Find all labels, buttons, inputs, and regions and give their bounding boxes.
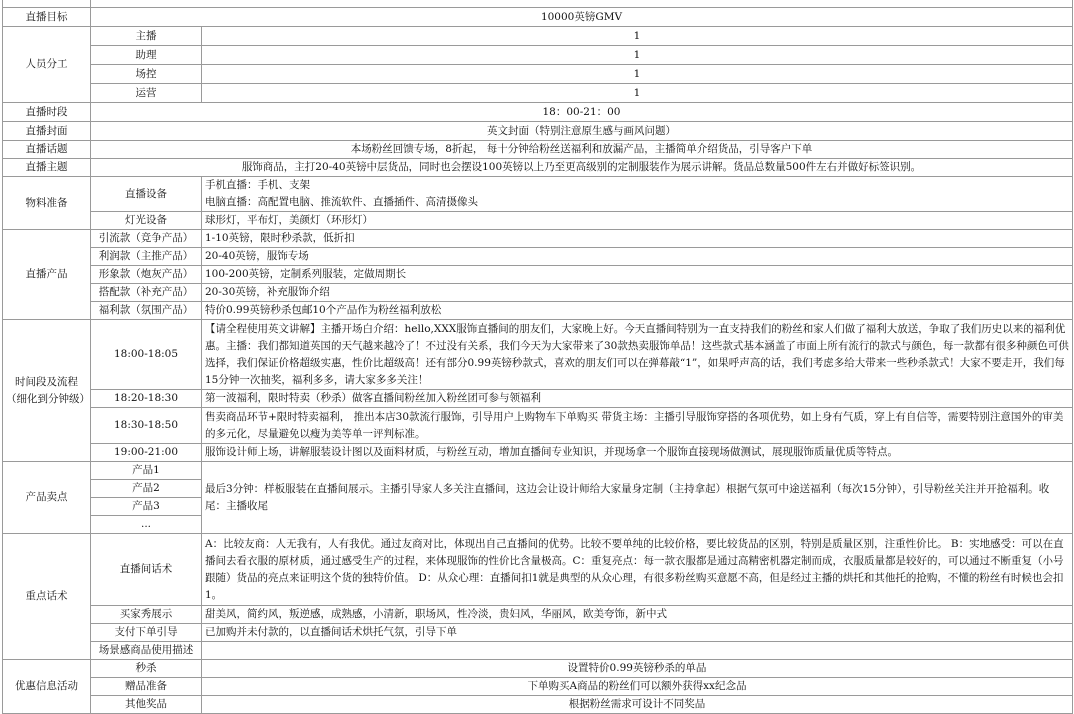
staff-count: 1	[202, 84, 1073, 103]
theme-label: 直播主题	[3, 159, 91, 177]
staff-count: 1	[202, 65, 1073, 84]
staff-row	[3, 27, 1073, 46]
script-type: 直播间话术	[91, 534, 202, 606]
flow-label: 时间段及流程（细化到分钟级）	[3, 320, 91, 462]
product-desc: 20-40英镑，服饰专场	[202, 248, 1073, 266]
theme-row	[3, 159, 1073, 177]
product-type: 搭配款（补充产品）	[91, 284, 202, 302]
product-row	[3, 248, 1073, 266]
promotion-desc: 根据粉丝需求可设计不同奖品	[202, 696, 1073, 714]
equipment-line-pc: 电脑直播：高配置电脑、推流软件、直播插件、高清摄像头	[205, 196, 478, 208]
goal-row	[3, 8, 1073, 27]
script-desc: 已加购并未付款的，以直播间话术烘托气氛，引导下单	[202, 624, 1073, 642]
materials-equipment-row	[3, 177, 1073, 212]
script-type: 买家秀展示	[91, 606, 202, 624]
equipment-line-phone: 手机直播：手机、支架	[205, 179, 310, 191]
time-slot-label: 直播时段	[3, 103, 91, 122]
lighting-label: 灯光设备	[91, 212, 202, 230]
product-row	[3, 284, 1073, 302]
script-desc: A：比较友商：人无我有，人有我优。通过友商对比，体现出自己直播间的优势。比较不要单纯的比较价格，要比较货品的区别，特别是质量区别，注重性价比。 B：实地感受：可以在直播间去看衣服的原材质，通过感受生产的过程，来体现服饰的性价比含量极高。C：重复亮点：每一款衣服都是通过高精密机器定制而成，衣服质量都是较好的，可以通过不断重复（小号跟随）货品的亮点来证明这个货的独特价值。 D：从众心理：直播间扣1就是典型的从众心理，有很多粉丝购买意愿不高，但是经过主播的烘托和其他托的抢购，不懂的粉丝有时候也会扣1。	[202, 534, 1073, 606]
materials-label: 物料准备	[3, 177, 91, 230]
flow-desc: 服饰设计师上场，讲解服装设计图以及面料材质，与粉丝互动，增加直播间专业知识，并现场拿一个服饰直接现场做测试，展现服饰质量优质等特点。	[202, 444, 1073, 462]
product-desc: 20-30英镑，补充服饰介绍	[202, 284, 1073, 302]
selling-point-item: 产品2	[91, 480, 202, 498]
promotions-label: 优惠信息活动	[3, 660, 91, 714]
live-stream-plan-table	[2, 0, 1073, 714]
promotion-desc: 设置特价0.99英镑秒杀的单品	[202, 660, 1073, 678]
flow-time: 18:20-18:30	[91, 390, 202, 408]
staff-count: 1	[202, 46, 1073, 65]
staff-role: 运营	[91, 84, 202, 103]
goal-label: 直播目标	[3, 8, 91, 27]
product-desc: 1-10英镑，限时秒杀款，低折扣	[202, 230, 1073, 248]
selling-points-label: 产品卖点	[3, 462, 91, 534]
topic-value: 本场粉丝回馈专场，8折起， 每十分钟给粉丝送福利和放漏产品，主播简单介绍货品，引导客户下单	[91, 141, 1073, 159]
promotion-row	[3, 660, 1073, 678]
flow-row	[3, 390, 1073, 408]
top-partial-row	[3, 0, 1073, 8]
product-desc: 特价0.99英镑秒杀包邮10个产品作为粉丝福利放松	[202, 302, 1073, 320]
staff-count: 1	[202, 27, 1073, 46]
scripts-label: 重点话术	[3, 534, 91, 660]
flow-time: 19:00-21:00	[91, 444, 202, 462]
product-desc: 100-200英镑，定制系列服装，定做周期长	[202, 266, 1073, 284]
selling-point-item: 产品1	[91, 462, 202, 480]
promotion-desc: 下单购买A商品的粉丝们可以额外获得xx纪念品	[202, 678, 1073, 696]
topic-row	[3, 141, 1073, 159]
staff-row	[3, 46, 1073, 65]
script-row	[3, 606, 1073, 624]
script-desc: 甜美风，简约风，叛逆感，成熟感，小清新，职场风，性冷淡，贵妇风，华丽风，欧美夸饰，新中式	[202, 606, 1073, 624]
promotion-row	[3, 678, 1073, 696]
flow-desc: 第一波福利，限时特卖（秒杀）做客直播间粉丝加入粉丝团可参与领福利	[202, 390, 1073, 408]
lighting-value: 球形灯，平布灯，美颜灯（环形灯）	[202, 212, 1073, 230]
promotion-type: 其他奖品	[91, 696, 202, 714]
product-row	[3, 266, 1073, 284]
selling-point-row	[3, 462, 1073, 480]
equipment-value	[202, 177, 1073, 212]
staff-label: 人员分工	[3, 27, 91, 103]
time-slot-value: 18：00-21：00	[91, 103, 1073, 122]
materials-lighting-row	[3, 212, 1073, 230]
promotion-row	[3, 696, 1073, 714]
script-row	[3, 534, 1073, 606]
script-type: 支付下单引导	[91, 624, 202, 642]
staff-role: 场控	[91, 65, 202, 84]
selling-points-desc: 最后3分钟：样板服装在直播间展示。主播引导家人多关注直播间，这边会让设计师给大家量身定制（主持拿起）根据气氛可中途送福利（每次15分钟），引导粉丝关注并开抢福利。收尾：主播收尾	[202, 462, 1073, 534]
script-desc	[202, 642, 1073, 660]
script-type: 场景感商品使用描述	[91, 642, 202, 660]
cover-row	[3, 122, 1073, 141]
product-type: 利润款（主推产品）	[91, 248, 202, 266]
product-row	[3, 230, 1073, 248]
time-slot-row	[3, 103, 1073, 122]
staff-role: 助理	[91, 46, 202, 65]
staff-row	[3, 84, 1073, 103]
topic-label: 直播话题	[3, 141, 91, 159]
script-row	[3, 642, 1073, 660]
flow-row	[3, 408, 1073, 444]
flow-time: 18:00-18:05	[91, 320, 202, 390]
equipment-label: 直播设备	[91, 177, 202, 212]
flow-time: 18:30-18:50	[91, 408, 202, 444]
selling-point-item: ...	[91, 516, 202, 534]
selling-point-item: 产品3	[91, 498, 202, 516]
cover-label: 直播封面	[3, 122, 91, 141]
promotion-type: 秒杀	[91, 660, 202, 678]
script-row	[3, 624, 1073, 642]
flow-row	[3, 320, 1073, 390]
products-label: 直播产品	[3, 230, 91, 320]
flow-row	[3, 444, 1073, 462]
theme-value: 服饰商品，主打20-40英镑中层货品，同时也会摆设100英镑以上乃至更高级别的定制服装作为展示讲解。货品总数量500件左右并做好标签识别。	[91, 159, 1073, 177]
flow-desc: 售卖商品环节+限时特卖福利， 推出本店30款流行服饰，引导用户上购物车下单购买 带货主场：主播引导服饰穿搭的各项优势，如上身有气质，穿上有自信等，需要特别注意国外的审美的多元化，尽量避免以瘦为美等单一评判标准。	[202, 408, 1073, 444]
goal-value: 10000英镑GMV	[91, 8, 1073, 27]
product-type: 福利款（氛围产品）	[91, 302, 202, 320]
staff-role: 主播	[91, 27, 202, 46]
product-type: 引流款（竞争产品）	[91, 230, 202, 248]
promotion-type: 赠品准备	[91, 678, 202, 696]
cover-value: 英文封面（特别注意原生感与画风问题）	[91, 122, 1073, 141]
product-type: 形象款（炮灰产品）	[91, 266, 202, 284]
flow-desc: 【请全程使用英文讲解】主播开场白介绍：hello,XXX服饰直播间的朋友们，大家晚上好。今天直播间特别为一直支持我们的粉丝和家人们做了福利大放送，争取了我们历史以来的福利优惠。主播：我们都知道英国的天气越来越冷了！不过没有关系，我们今天为大家带来了30款热卖服饰单品！这些款式基本涵盖了市面上所有流行的款式与颜色，每一款都有很多种颜色可供选择，我们保证价格超级实惠，性价比超级高！还有部分0.99英镑秒款式，喜欢的朋友们可以在弹幕敲“1”，如果呼声高的话，我们考虑多给大带来一些秒杀款式！大家不要走开，我们每15分钟一次抽奖，福利多多，请大家多多关注！	[202, 320, 1073, 390]
product-row	[3, 302, 1073, 320]
staff-row	[3, 65, 1073, 84]
